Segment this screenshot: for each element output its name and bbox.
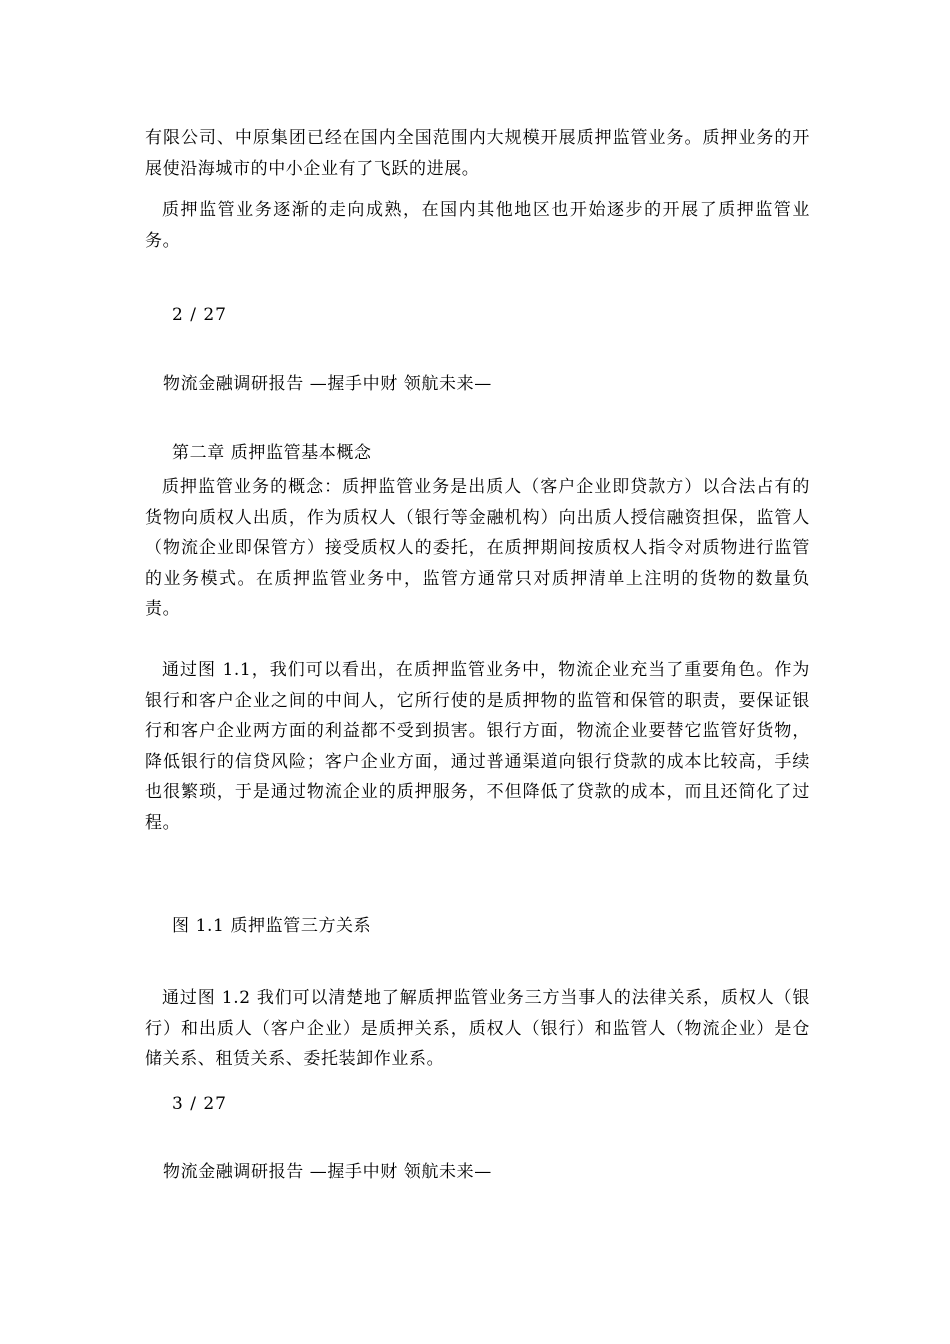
paragraph-concept: 质押监管业务的概念：质押监管业务是出质人（客户企业即贷款方）以合法占有的货物向质权人出质，作为质权人（银行等金融机构）向出质人授信融资担保，监管人（物流企业即保管方）接受质权人的委托，在质押期间按质权人指令对质物进行监管的业务模式。在质押监管业务中，监管方通常只对质押清单上注明的货物的数量负责。: [145, 477, 810, 619]
running-header: 物流金融调研报告 —握手中财 领航未来—: [163, 374, 492, 394]
running-header: 物流金融调研报告 —握手中财 领航未来—: [163, 1162, 492, 1182]
paragraph-maturity: 质押监管业务逐渐的走向成熟，在国内其他地区也开始逐步的开展了质押监管业务。: [145, 200, 810, 251]
figure-caption: 图 1.1 质押监管三方关系: [172, 916, 372, 936]
paragraph-figure-1-1: 通过图 1.1，我们可以看出，在质押监管业务中，物流企业充当了重要角色。作为银行和客户企业之间的中间人，它所行使的是质押物的监管和保管的职责，要保证银行和客户企业两方面的利益都不受到损害。银行方面，物流企业要替它监管好货物，降低银行的信贷风险；客户企业方面，通过普通渠道向银行贷款的成本比较高，手续也很繁琐，于是通过物流企业的质押服务，不但降低了贷款的成本，而且还简化了过程。: [145, 660, 810, 833]
page-number: 2 / 27: [172, 305, 227, 325]
chapter-title: 第二章 质押监管基本概念: [172, 443, 372, 463]
paragraph-figure-1-2: 通过图 1.2 我们可以清楚地了解质押监管业务三方当事人的法律关系，质权人（银行）和出质人（客户企业）是质押关系，质权人（银行）和监管人（物流企业）是仓储关系、租赁关系、委托装卸作业系。: [145, 988, 810, 1069]
page-number: 3 / 27: [172, 1094, 227, 1114]
paragraph-intro-continued: 有限公司、中原集团已经在国内全国范围内大规模开展质押监管业务。质押业务的开展使沿海城市的中小企业有了飞跃的进展。: [145, 128, 810, 179]
